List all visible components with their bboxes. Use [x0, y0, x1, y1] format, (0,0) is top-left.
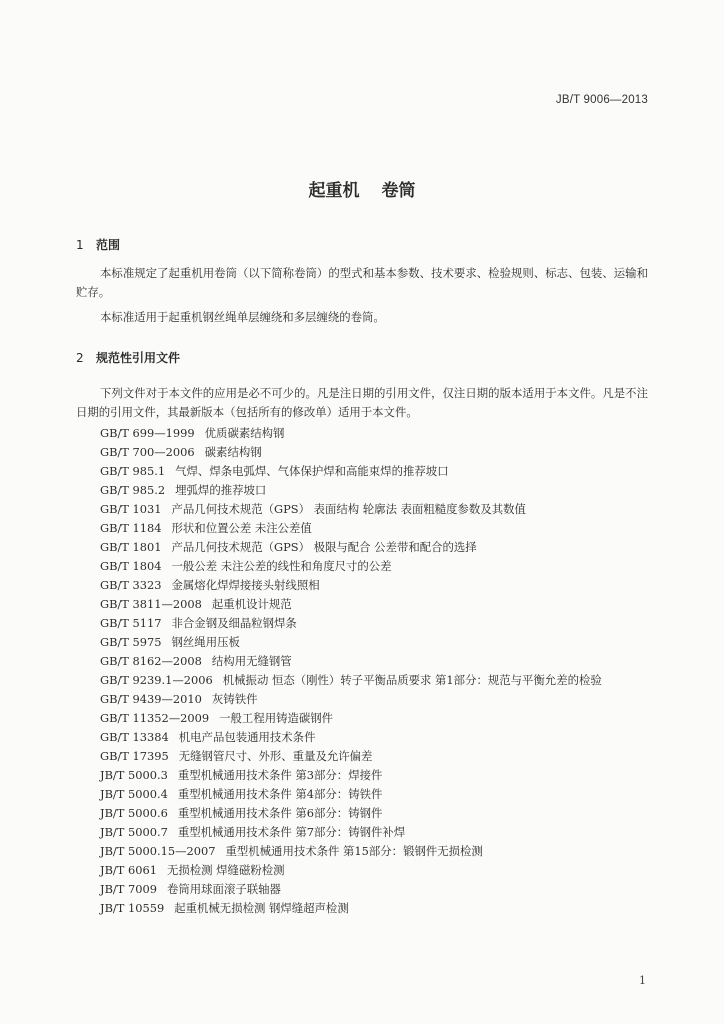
reference-item [76, 633, 648, 652]
reference-code: GB/T 17395 [100, 749, 169, 763]
section-1-paragraph-1: 本标准规定了起重机用卷筒（以下简称卷筒）的型式和基本参数、技术要求、检验规则、标志、包装、运输和贮存。 [76, 266, 648, 299]
reference-title: 埋弧焊的推荐坡口 [175, 483, 267, 497]
title-sub: 卷筒 [381, 181, 416, 201]
reference-code: GB/T 3811—2008 [100, 597, 202, 611]
reference-code: GB/T 9439—2010 [100, 692, 202, 706]
reference-item [76, 690, 648, 709]
reference-title: 一般公差 未注公差的线性和角度尺寸的公差 [171, 559, 392, 573]
section-2-number: 2 [76, 351, 84, 365]
reference-item [76, 519, 648, 538]
reference-code: GB/T 699—1999 [100, 426, 195, 440]
reference-item [76, 899, 648, 918]
reference-title: 优质碳素结构钢 [204, 426, 285, 440]
reference-title: 重型机械通用技术条件 第4部分：铸铁件 [177, 787, 383, 801]
reference-code: JB/T 5000.15—2007 [100, 844, 216, 858]
reference-code: GB/T 8162—2008 [100, 654, 202, 668]
reference-code: GB/T 3323 [100, 578, 162, 592]
reference-item [76, 462, 648, 481]
section-1-paragraph-2: 本标准适用于起重机钢丝绳单层缠绕和多层缠绕的卷筒。 [100, 310, 385, 324]
reference-item [76, 880, 648, 899]
reference-item [76, 804, 648, 823]
reference-title: 产品几何技术规范（GPS） 极限与配合 公差带和配合的选择 [171, 540, 477, 554]
reference-title: 无缝钢管尺寸、外形、重量及允许偏差 [178, 749, 373, 763]
reference-item [76, 652, 648, 671]
reference-title: 产品几何技术规范（GPS） 表面结构 轮廓法 表面粗糙度参数及其数值 [171, 502, 526, 516]
reference-code: JB/T 5000.7 [100, 825, 168, 839]
reference-code: GB/T 9239.1—2006 [100, 673, 213, 687]
reference-title: 一般工程用铸造碳钢件 [219, 711, 334, 725]
reference-item [76, 671, 648, 690]
reference-code: JB/T 6061 [100, 863, 157, 877]
reference-item [76, 747, 648, 766]
reference-title: 结构用无缝钢管 [211, 654, 292, 668]
reference-code: GB/T 985.1 [100, 464, 166, 478]
section-1-title: 范围 [96, 238, 121, 252]
reference-code: GB/T 5975 [100, 635, 162, 649]
reference-code: GB/T 11352—2009 [100, 711, 210, 725]
reference-title: 钢丝绳用压板 [171, 635, 240, 649]
title-main: 起重机 [308, 181, 360, 201]
reference-code: GB/T 1184 [100, 521, 162, 535]
reference-item [76, 728, 648, 747]
reference-code: JB/T 5000.4 [100, 787, 168, 801]
reference-item [76, 842, 648, 861]
reference-item [76, 557, 648, 576]
reference-title: 起重机械无损检测 钢焊缝超声检测 [174, 901, 349, 915]
reference-item [76, 709, 648, 728]
reference-code: GB/T 1031 [100, 502, 162, 516]
reference-item [76, 785, 648, 804]
reference-code: GB/T 700—2006 [100, 445, 195, 459]
reference-item [76, 861, 648, 880]
reference-code: GB/T 1801 [100, 540, 162, 554]
reference-title: 起重机设计规范 [211, 597, 292, 611]
reference-title: 灰铸铁件 [211, 692, 258, 706]
section-2-paragraph-1: 下列文件对于本文件的应用是必不可少的。凡是注日期的引用文件，仅注日期的版本适用于本文件。凡是不注日期的引用文件，其最新版本（包括所有的修改单）适用于本文件。 [76, 386, 648, 419]
reference-title: 形状和位置公差 未注公差值 [171, 521, 312, 535]
page-number: 1 [639, 974, 646, 987]
reference-item [76, 500, 648, 519]
reference-item [76, 424, 648, 443]
document-title [0, 176, 724, 201]
reference-code: GB/T 1804 [100, 559, 162, 573]
section-1-number: 1 [76, 238, 84, 252]
reference-code: GB/T 13384 [100, 730, 169, 744]
section-2-title: 规范性引用文件 [96, 351, 181, 365]
reference-code: GB/T 985.2 [100, 483, 166, 497]
reference-item [76, 823, 648, 842]
reference-code: JB/T 10559 [100, 901, 165, 915]
reference-code: GB/T 5117 [100, 616, 162, 630]
reference-title: 无损检测 焊缝磁粉检测 [166, 863, 285, 877]
reference-title: 重型机械通用技术条件 第7部分：铸钢件补焊 [177, 825, 406, 839]
reference-title: 重型机械通用技术条件 第15部分：锻钢件无损检测 [225, 844, 483, 858]
reference-title: 机电产品包装通用技术条件 [178, 730, 316, 744]
reference-item [76, 538, 648, 557]
section-1-heading [76, 236, 120, 253]
reference-item [76, 576, 648, 595]
reference-code: JB/T 5000.3 [100, 768, 168, 782]
reference-code: JB/T 7009 [100, 882, 157, 896]
reference-code: JB/T 5000.6 [100, 806, 168, 820]
section-2-heading [76, 349, 180, 366]
reference-title: 气焊、焊条电弧焊、气体保护焊和高能束焊的推荐坡口 [175, 464, 449, 478]
reference-title: 卷筒用球面滚子联轴器 [166, 882, 281, 896]
reference-item [76, 614, 648, 633]
normative-references-list [76, 424, 648, 918]
reference-title: 机械振动 恒态（刚性）转子平衡品质要求 第1部分：规范与平衡允差的检验 [222, 673, 602, 687]
reference-item [76, 481, 648, 500]
reference-title: 重型机械通用技术条件 第3部分：焊接件 [177, 768, 383, 782]
reference-title: 金属熔化焊焊接接头射线照相 [171, 578, 320, 592]
reference-title: 非合金钢及细晶粒钢焊条 [171, 616, 297, 630]
reference-item [76, 766, 648, 785]
reference-title: 重型机械通用技术条件 第6部分：铸钢件 [177, 806, 383, 820]
reference-title: 碳素结构钢 [204, 445, 262, 459]
reference-item [76, 443, 648, 462]
reference-item [76, 595, 648, 614]
standard-code: JB/T 9006—2013 [555, 94, 648, 106]
